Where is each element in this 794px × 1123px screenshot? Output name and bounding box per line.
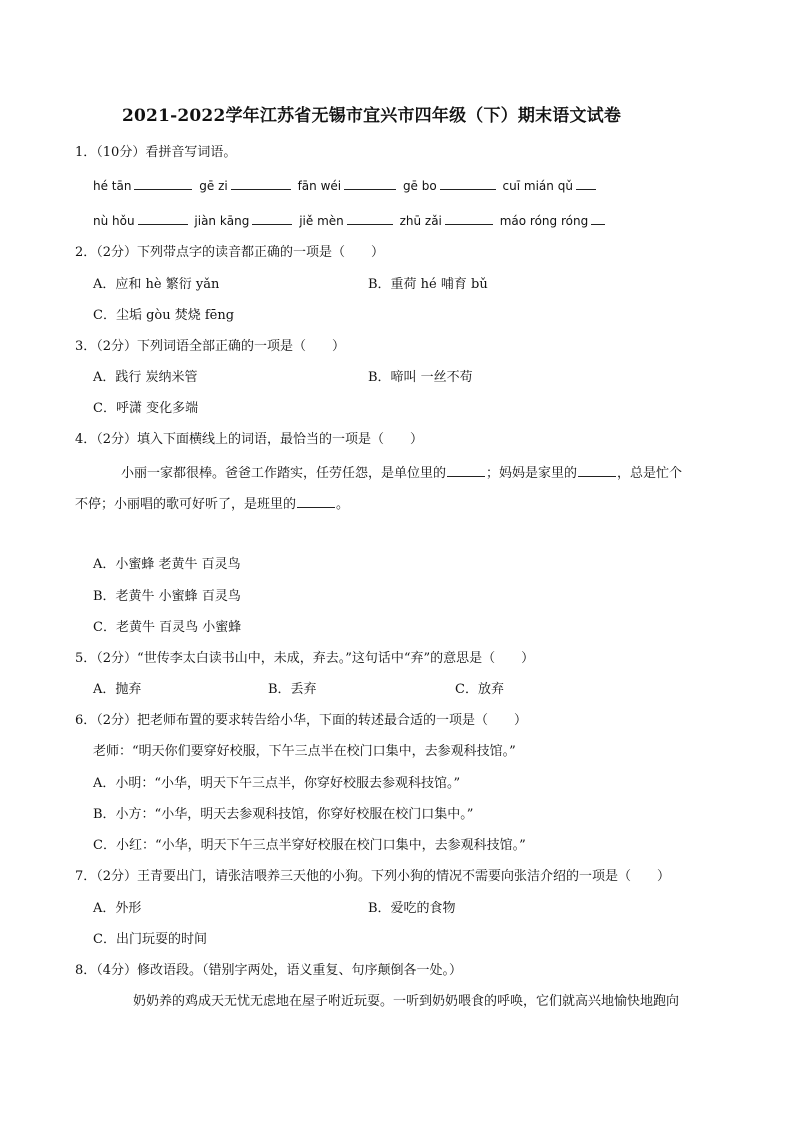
question-7-stem: 7．（2分）王青要出门，请张洁喂养三天他的小狗。下列小狗的情况不需要向张洁介绍的一项是（ ） [75, 869, 671, 884]
q4-passage-line-2 [75, 495, 349, 514]
question-4-stem: 4．（2分）填入下面横线上的词语，最恰当的一项是（ ） [75, 432, 424, 447]
q5-option-b: B．丢弃 [268, 682, 317, 697]
answer-blank [252, 212, 292, 225]
answer-blank [440, 177, 496, 190]
q5-option-a: A．抛弃 [93, 682, 142, 697]
passage-text: 。 [336, 497, 350, 512]
pinyin-item: hé tān [93, 179, 132, 193]
question-5-stem: 5．（2分）“世传李太白读书山中，未成，弃去。”这句话中“弃”的意思是（ ） [75, 651, 535, 666]
q8-passage: 奶奶养的鸡成天无忧无虑地在屋子咐近玩耍。一听到奶奶喂食的呼唤，它们就高兴地愉快地跑向 [133, 994, 680, 1009]
pinyin-item: jiàn kāng [194, 214, 250, 228]
question-8-stem: 8．（4分）修改语段。（错别字两处，语义重复、句序颠倒各一处。） [75, 963, 463, 978]
question-6-stem: 6．（2分）把老师布置的要求转告给小华，下面的转述最合适的一项是（ ） [75, 713, 528, 728]
pinyin-item: zhū zǎi [399, 214, 442, 228]
q7-option-c: C．出门玩耍的时间 [93, 932, 207, 947]
passage-text: 不停；小丽唱的歌可好听了，是班里的 [75, 497, 297, 512]
q4-option-c: C．老黄牛 百灵鸟 小蜜蜂 [93, 620, 242, 635]
answer-blank [445, 212, 493, 225]
q4-option-a: A．小蜜蜂 老黄牛 百灵鸟 [93, 557, 241, 572]
q6-option-c: C．小红：“小华，明天下午三点半穿好校服在校门口集中，去参观科技馆。” [93, 838, 526, 853]
q4-passage-line-1 [121, 464, 682, 483]
q3-option-b: B．啼叫 一丝不苟 [368, 370, 473, 385]
answer-blank [231, 177, 291, 190]
pinyin-item: gē bo [402, 179, 437, 193]
question-2-stem: 2．（2分）下列带点字的读音都正确的一项是（ ） [75, 245, 385, 260]
passage-text: ，总是忙个 [617, 466, 683, 481]
passage-text: ；妈妈是家里的 [486, 466, 578, 481]
q6-teacher-line: 老师：“明天你们要穿好校服，下午三点半在校门口集中，去参观科技馆。” [93, 744, 516, 759]
q3-option-a: A．践行 炭纳米管 [93, 370, 198, 385]
q7-option-b: B．爱吃的食物 [368, 901, 456, 916]
pinyin-item: gē zi [199, 179, 228, 193]
answer-blank [134, 177, 192, 190]
answer-blank [591, 212, 605, 225]
q2-option-c: C．尘垢 gòu 焚烧 fēng [93, 308, 235, 323]
pinyin-item: nù hǒu [93, 214, 135, 228]
question-3-stem: 3．（2分）下列词语全部正确的一项是（ ） [75, 339, 346, 354]
q6-option-b: B．小方：“小华，明天去参观科技馆，你穿好校服在校门口集中。” [93, 807, 474, 822]
q5-option-c: C．放弃 [455, 682, 504, 697]
answer-blank [578, 464, 616, 477]
pinyin-item: cuī mián qǔ [502, 179, 573, 193]
answer-blank [344, 177, 396, 190]
q7-option-a: A．外形 [93, 901, 142, 916]
q1-pinyin-row-2 [93, 212, 608, 230]
q6-option-a: A．小明：“小华，明天下午三点半，你穿好校服去参观科技馆。” [93, 776, 461, 791]
pinyin-item: máo róng róng [499, 214, 589, 228]
pinyin-item: fān wéi [297, 179, 342, 193]
passage-text: 小丽一家都很棒。爸爸工作踏实，任劳任怨，是单位里的 [121, 466, 447, 481]
page-title: 2021-2022学年江苏省无锡市宜兴市四年级（下）期末语文试卷 [122, 106, 622, 126]
answer-blank [576, 177, 596, 190]
answer-blank [347, 212, 393, 225]
answer-blank [297, 495, 335, 508]
q3-option-c: C．呼潇 变化多端 [93, 401, 199, 416]
pinyin-item: jiě mèn [299, 214, 344, 228]
q1-pinyin-row-1 [93, 177, 599, 195]
question-1-stem: 1．（10分）看拼音写词语。 [75, 145, 237, 160]
q2-option-a: A．应和 hè 繁衍 yǎn [93, 277, 220, 292]
q2-option-b: B．重荷 hé 哺育 bǔ [368, 277, 488, 292]
answer-blank [138, 212, 188, 225]
answer-blank [447, 464, 485, 477]
q4-option-b: B．老黄牛 小蜜蜂 百灵鸟 [93, 589, 241, 604]
